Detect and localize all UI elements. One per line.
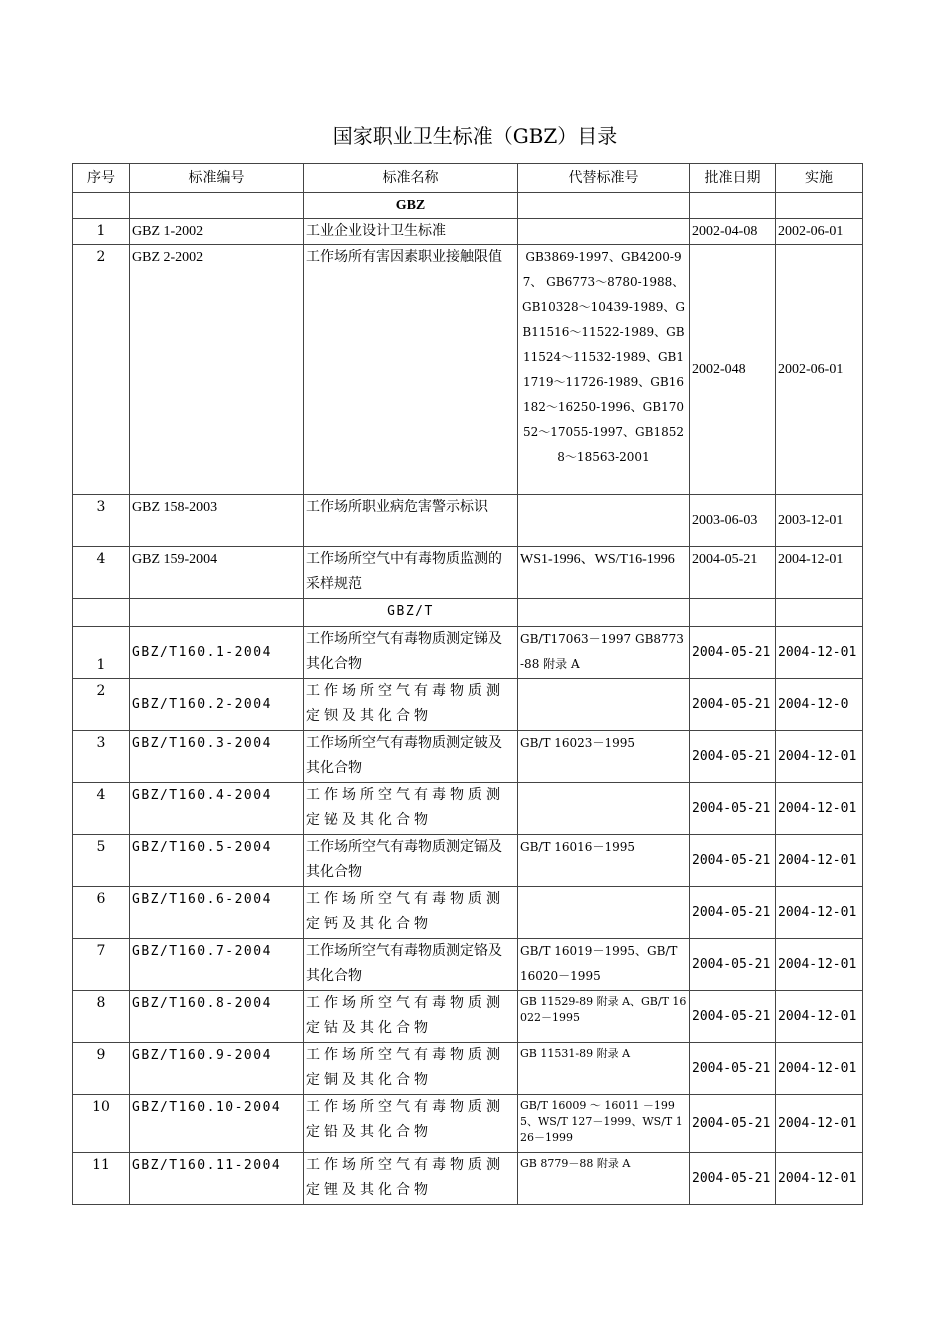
row-code: GBZ/T160.9-2004 xyxy=(130,1043,304,1095)
row-name: 工作场所职业病危害警示标识 xyxy=(304,495,518,547)
row-implement-date: 2004-12-01 xyxy=(776,939,863,991)
header-implement: 实施 xyxy=(776,164,863,193)
row-name: 工作场所空气有毒物质测定铜及其化合物 xyxy=(304,1043,518,1095)
header-approve-date: 批准日期 xyxy=(690,164,776,193)
row-approve-date: 2004-05-21 xyxy=(690,1043,776,1095)
row-code: GBZ 2-2002 xyxy=(130,245,304,495)
row-approve-date: 2004-05-21 xyxy=(690,783,776,835)
table-row xyxy=(73,835,863,887)
table-row xyxy=(73,679,863,731)
row-code: GBZ/T160.6-2004 xyxy=(130,887,304,939)
row-name: 工作场所空气有毒物质测定钴及其化合物 xyxy=(304,991,518,1043)
row-approve-date: 2004-05-21 xyxy=(690,679,776,731)
row-no: 5 xyxy=(73,835,130,887)
row-implement-date: 2002-06-01 xyxy=(776,245,863,495)
row-name: 工作场所空气有毒物质测定铅及其化合物 xyxy=(304,1095,518,1153)
row-implement-date: 2004-12-01 xyxy=(776,835,863,887)
row-replaced: GB3869-1997、GB4200-97、 GB6773～8780-1988、GB10328～10439-1989、GB11516～11522-1989、GB11524～11532-1989、GB11719～11726-1989、GB16182～16250-1996、GB17052～17055-1997、GB18528～18563-2001 xyxy=(518,245,690,495)
row-replaced: GB 11529-89 附录 A、GB/T 16022－1995 xyxy=(518,991,690,1043)
row-approve-date: 2002-048 xyxy=(690,245,776,495)
row-replaced: GB/T 16009 ～ 16011 －1995、WS/T 127－1999、WS/T 126－1999 xyxy=(518,1095,690,1153)
row-code: GBZ/T160.3-2004 xyxy=(130,731,304,783)
row-replaced: GB/T 16019－1995、GB/T 16020－1995 xyxy=(518,939,690,991)
row-code: GBZ/T160.11-2004 xyxy=(130,1153,304,1205)
table-row xyxy=(73,245,863,495)
table-row xyxy=(73,991,863,1043)
row-no: 3 xyxy=(73,495,130,547)
row-approve-date: 2004-05-21 xyxy=(690,991,776,1043)
row-implement-date: 2004-12-01 xyxy=(776,547,863,599)
row-code: GBZ 159-2004 xyxy=(130,547,304,599)
row-code: GBZ/T160.1-2004 xyxy=(130,627,304,679)
row-replaced: WS1-1996、WS/T16-1996 xyxy=(518,547,690,599)
table-row xyxy=(73,219,863,245)
row-implement-date: 2004-12-01 xyxy=(776,783,863,835)
table-row xyxy=(73,939,863,991)
row-approve-date: 2004-05-21 xyxy=(690,627,776,679)
row-code: GBZ 158-2003 xyxy=(130,495,304,547)
row-code: GBZ 1-2002 xyxy=(130,219,304,245)
row-name: 工作场所空气有毒物质测定镉及其化合物 xyxy=(304,835,518,887)
row-approve-date: 2004-05-21 xyxy=(690,1153,776,1205)
row-code: GBZ/T160.8-2004 xyxy=(130,991,304,1043)
row-approve-date: 2004-05-21 xyxy=(690,1095,776,1153)
page-title: 国家职业卫生标准（GBZ）目录 xyxy=(332,124,618,148)
row-no: 10 xyxy=(73,1095,130,1153)
row-no: 4 xyxy=(73,783,130,835)
row-name: 工作场所空气有毒物质测定锂及其化合物 xyxy=(304,1153,518,1205)
row-approve-date: 2004-05-21 xyxy=(690,731,776,783)
row-approve-date: 2002-04-08 xyxy=(690,219,776,245)
table-row xyxy=(73,887,863,939)
row-name: 工业企业设计卫生标准 xyxy=(304,219,518,245)
row-implement-date: 2004-12-01 xyxy=(776,991,863,1043)
row-approve-date: 2004-05-21 xyxy=(690,939,776,991)
section-label-gbz: GBZ xyxy=(304,193,518,219)
table-row xyxy=(73,627,863,679)
row-code: GBZ/T160.5-2004 xyxy=(130,835,304,887)
row-name: 工作场所空气有毒物质测定钡及其化合物 xyxy=(304,679,518,731)
row-implement-date: 2004-12-01 xyxy=(776,1095,863,1153)
row-no: 1 xyxy=(73,219,130,245)
row-implement-date: 2004-12-01 xyxy=(776,1153,863,1205)
table-row xyxy=(73,1043,863,1095)
row-replaced: GB/T17063－1997 GB8773-88 附录 A xyxy=(518,627,690,679)
header-name: 标准名称 xyxy=(304,164,518,193)
row-no: 9 xyxy=(73,1043,130,1095)
row-replaced xyxy=(518,495,690,547)
table-row xyxy=(73,495,863,547)
row-replaced xyxy=(518,783,690,835)
table-row xyxy=(73,731,863,783)
section-row-gbz xyxy=(73,193,863,219)
section-row-gbzt xyxy=(73,599,863,627)
row-implement-date: 2002-06-01 xyxy=(776,219,863,245)
header-replaced: 代替标准号 xyxy=(518,164,690,193)
row-name: 工作场所空气有毒物质测定铋及其化合物 xyxy=(304,783,518,835)
row-name: 工作场所空气有毒物质测定铍及其化合物 xyxy=(304,731,518,783)
row-replaced: GB 11531-89 附录 A xyxy=(518,1043,690,1095)
row-replaced: GB 8779－88 附录 A xyxy=(518,1153,690,1205)
row-code: GBZ/T160.2-2004 xyxy=(130,679,304,731)
table-row xyxy=(73,1095,863,1153)
row-code: GBZ/T160.7-2004 xyxy=(130,939,304,991)
row-name: 工作场所空气有毒物质测定铬及其化合物 xyxy=(304,939,518,991)
header-row xyxy=(73,164,863,193)
row-replaced: GB/T 16023－1995 xyxy=(518,731,690,783)
row-implement-date: 2004-12-01 xyxy=(776,731,863,783)
row-no: 2 xyxy=(73,679,130,731)
row-no: 6 xyxy=(73,887,130,939)
table-row xyxy=(73,783,863,835)
row-no: 11 xyxy=(73,1153,130,1205)
row-implement-date: 2004-12-0 xyxy=(776,679,863,731)
row-no: 1 xyxy=(73,627,130,679)
row-implement-date: 2004-12-01 xyxy=(776,887,863,939)
row-replaced xyxy=(518,887,690,939)
row-approve-date: 2004-05-21 xyxy=(690,835,776,887)
row-replaced xyxy=(518,219,690,245)
row-replaced: GB/T 16016－1995 xyxy=(518,835,690,887)
row-name: 工作场所空气中有毒物质监测的采样规范 xyxy=(304,547,518,599)
row-code: GBZ/T160.10-2004 xyxy=(130,1095,304,1153)
row-no: 8 xyxy=(73,991,130,1043)
row-implement-date: 2003-12-01 xyxy=(776,495,863,547)
row-code: GBZ/T160.4-2004 xyxy=(130,783,304,835)
row-no: 7 xyxy=(73,939,130,991)
row-approve-date: 2004-05-21 xyxy=(690,887,776,939)
table-row xyxy=(73,1153,863,1205)
row-approve-date: 2003-06-03 xyxy=(690,495,776,547)
standards-table xyxy=(72,163,863,1205)
row-implement-date: 2004-12-01 xyxy=(776,1043,863,1095)
row-implement-date: 2004-12-01 xyxy=(776,627,863,679)
section-label-gbzt: GBZ/T xyxy=(304,599,518,627)
header-no: 序号 xyxy=(73,164,130,193)
row-replaced xyxy=(518,679,690,731)
row-name: 工作场所空气有毒物质测定钙及其化合物 xyxy=(304,887,518,939)
row-approve-date: 2004-05-21 xyxy=(690,547,776,599)
table-row xyxy=(73,547,863,599)
row-name: 工作场所有害因素职业接触限值 xyxy=(304,245,518,495)
header-code: 标准编号 xyxy=(130,164,304,193)
row-no: 4 xyxy=(73,547,130,599)
row-name: 工作场所空气有毒物质测定锑及其化合物 xyxy=(304,627,518,679)
row-no: 3 xyxy=(73,731,130,783)
row-no: 2 xyxy=(73,245,130,495)
